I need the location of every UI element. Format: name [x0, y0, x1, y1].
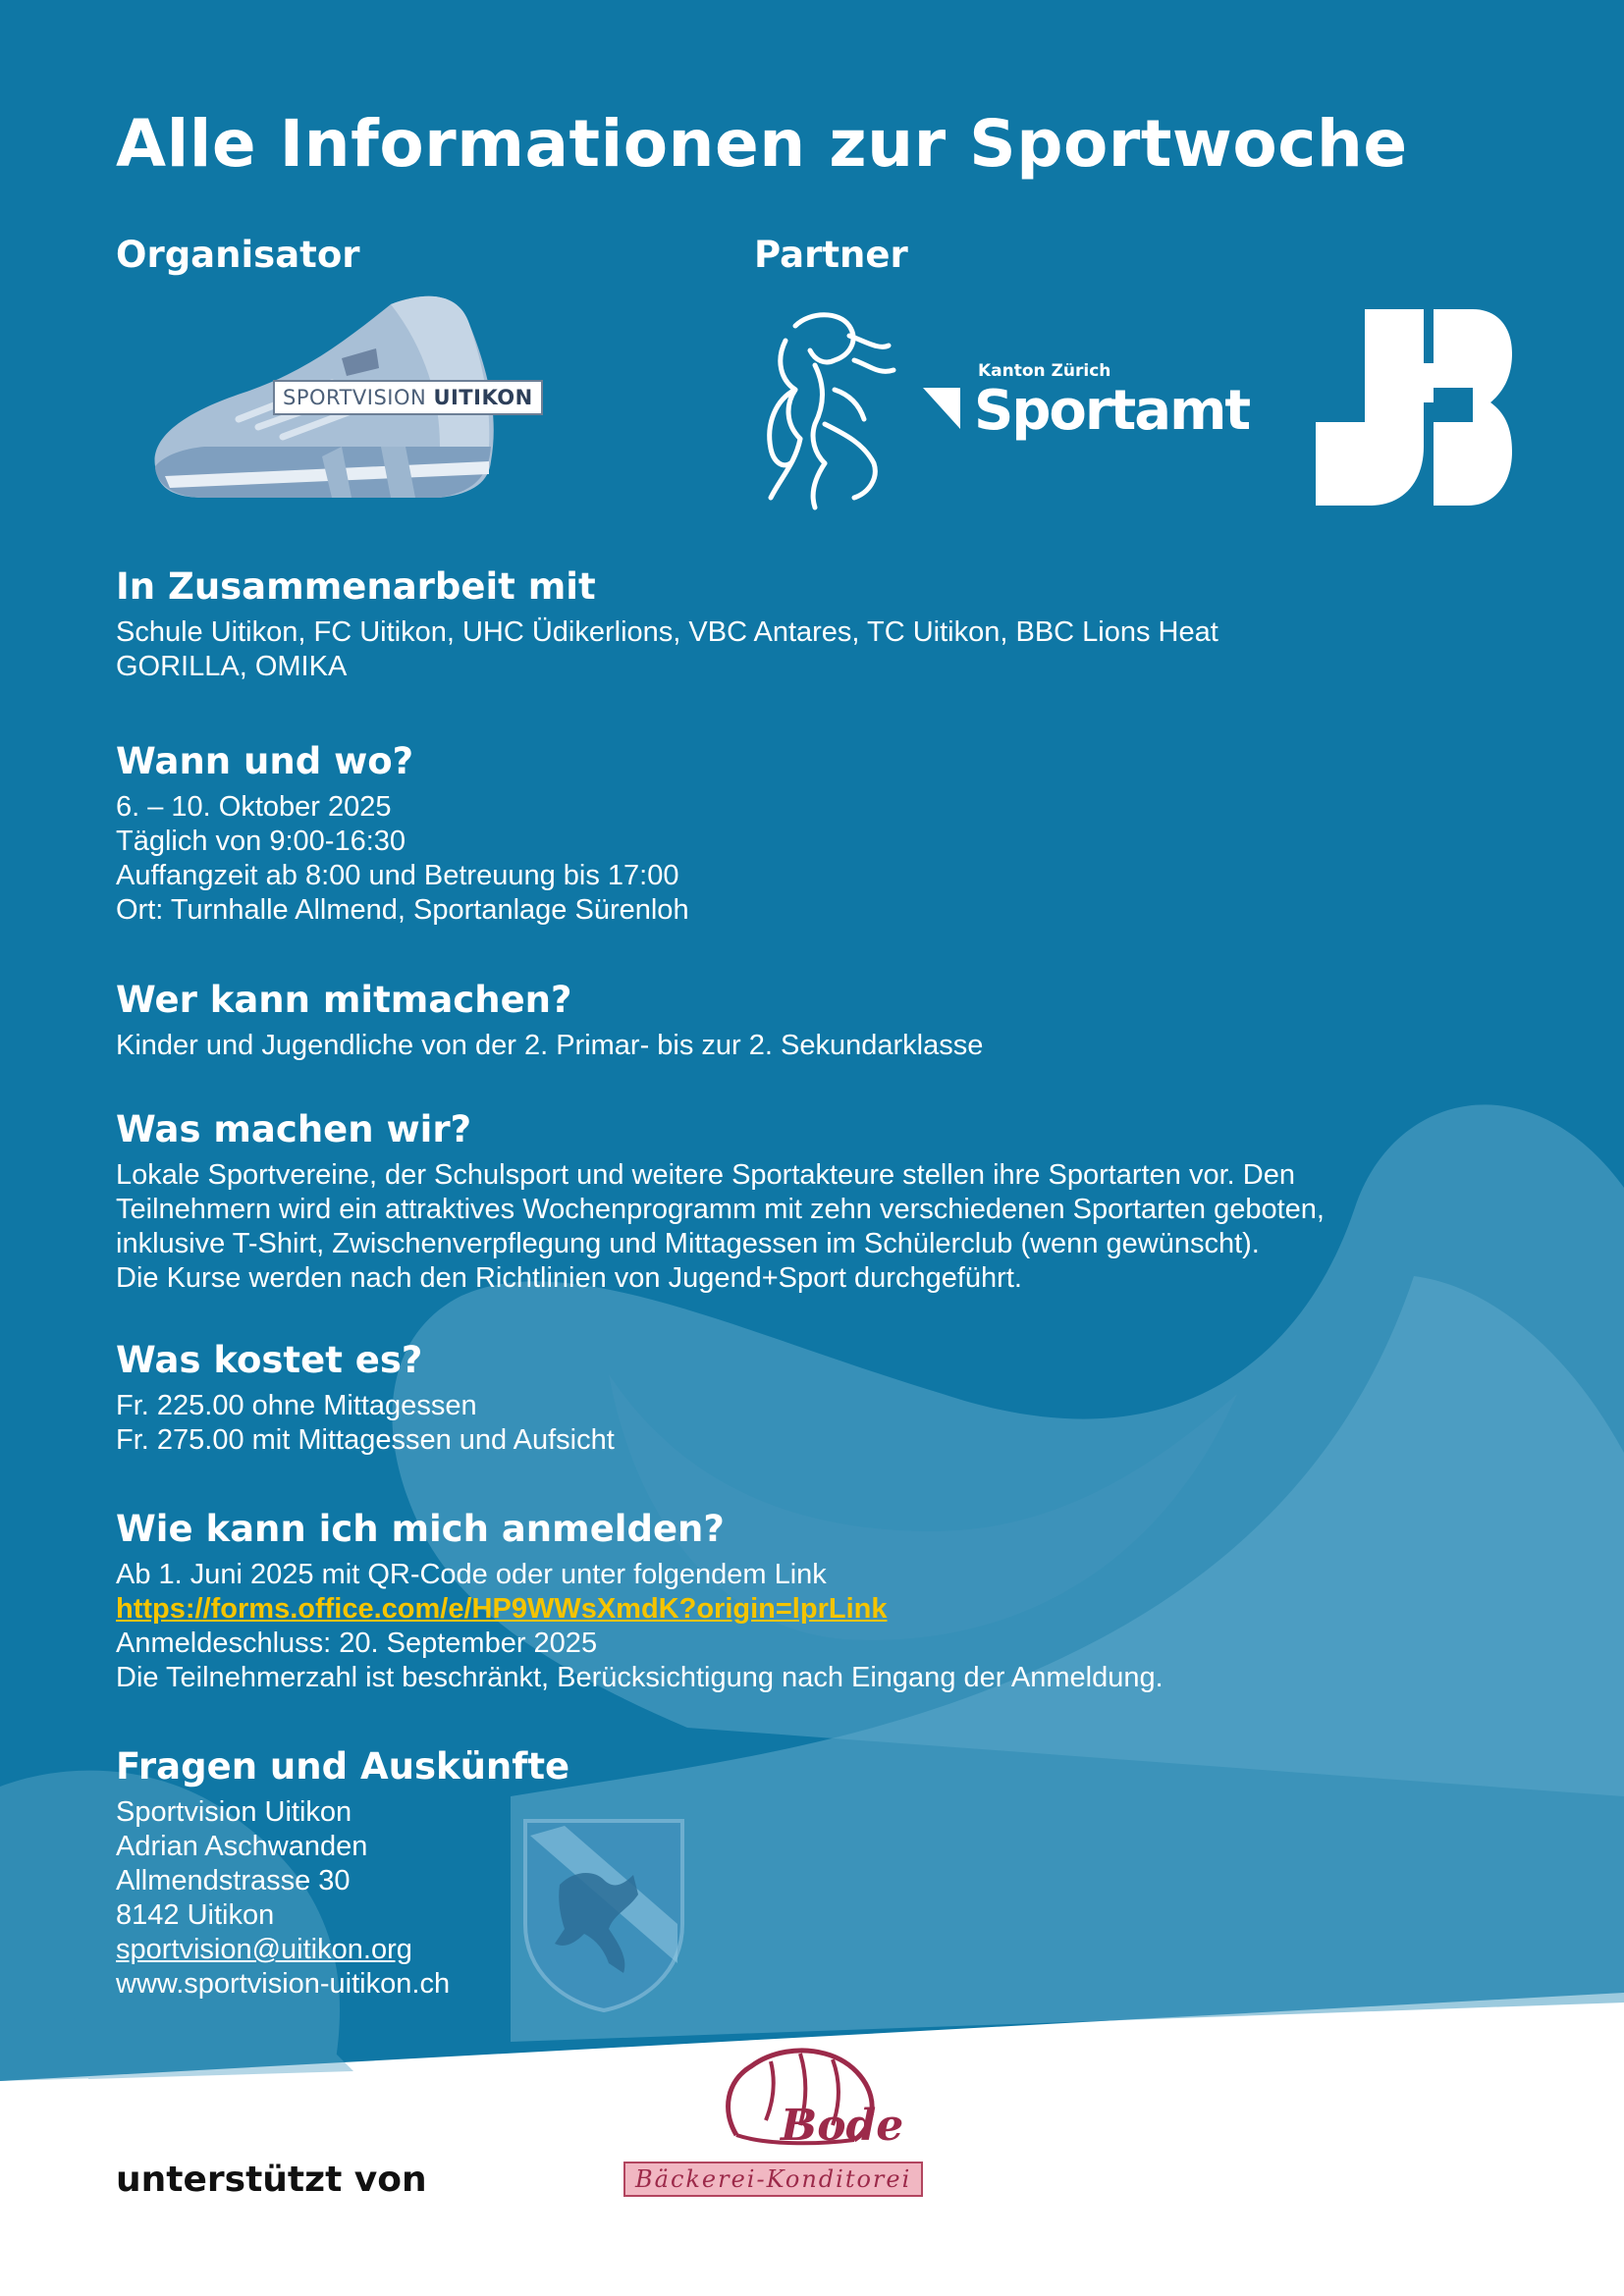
contact-web: www.sportvision-uitikon.ch: [116, 1968, 451, 2000]
section-heading: In Zusammenarbeit mit: [116, 565, 596, 608]
sponsor-label: unterstützt von: [116, 2160, 427, 2200]
bode-logo: [623, 2042, 957, 2209]
section-heading: Was kostet es?: [116, 1339, 423, 1381]
page-title: Alle Informationen zur Sportwoche: [116, 106, 1408, 182]
sportvision-label-bold: UITIKON: [433, 386, 533, 409]
section-line: Fr. 275.00 mit Mittagessen und Aufsicht: [116, 1424, 615, 1456]
section-line: inklusive T-Shirt, Zwischenverpflegung und Mittagessen im Schülerclub (wenn gewünscht).: [116, 1228, 1260, 1259]
section-line: Ort: Turnhalle Allmend, Sportanlage Sürenloh: [116, 894, 689, 926]
bode-tagline: Bäckerei-Konditorei: [623, 2162, 923, 2197]
section-line: Schule Uitikon, FC Uitikon, UHC Üdikerlions, VBC Antares, TC Uitikon, BBC Lions Heat: [116, 616, 1218, 648]
sportamt-label: Sportamt: [974, 379, 1250, 443]
section-heading: Wann und wo?: [116, 740, 414, 782]
contact-org: Sportvision Uitikon: [116, 1796, 352, 1828]
info-section: [116, 978, 1471, 1063]
registration-note: Die Teilnehmerzahl ist beschränkt, Berücksichtigung nach Eingang der Anmeldung.: [116, 1662, 1164, 1693]
sportamt-flag-icon: [923, 388, 960, 429]
section-line: Auffangzeit ab 8:00 und Betreuung bis 17:00: [116, 860, 679, 891]
info-section: [116, 739, 1471, 928]
section-line: Fr. 225.00 ohne Mittagessen: [116, 1390, 477, 1421]
registration-link[interactable]: https://forms.office.com/e/HP9WWsXmdK?origin=lprLink: [116, 1593, 888, 1625]
partner-heading: Partner: [754, 234, 908, 276]
contact-person: Adrian Aschwanden: [116, 1831, 368, 1862]
sportvision-label-light: SPORTVISION: [283, 386, 427, 409]
info-section: [116, 1107, 1471, 1296]
sportvision-label: [273, 380, 543, 415]
section-line: Lokale Sportvereine, der Schulsport und weitere Sportakteure stellen ihre Sportarten vor. Den: [116, 1159, 1295, 1191]
contact-section: [116, 1744, 1471, 2002]
section-line: Die Kurse werden nach den Richtlinien von Jugend+Sport durchgeführt.: [116, 1262, 1022, 1294]
registration-intro: Ab 1. Juni 2025 mit QR-Code oder unter folgendem Link: [116, 1559, 827, 1590]
sportvision-logo: [145, 290, 577, 510]
info-section: [116, 1338, 1471, 1458]
registration-deadline: Anmeldeschluss: 20. September 2025: [116, 1628, 598, 1659]
bode-name: Bode: [781, 2101, 904, 2151]
jugend-sport-logo-icon: [1316, 309, 1512, 506]
registration-section: [116, 1507, 1471, 1695]
section-heading: Wer kann mitmachen?: [116, 979, 572, 1021]
section-line: GORILLA, OMIKA: [116, 651, 348, 682]
contact-city: 8142 Uitikon: [116, 1899, 275, 1931]
section-line: Teilnehmern wird ein attraktives Wochenprogramm mit zehn verschiedenen Sportarten geboten,: [116, 1194, 1325, 1225]
section-line: Kinder und Jugendliche von der 2. Primar- bis zur 2. Sekundarklasse: [116, 1030, 984, 1061]
uitikon-crest-icon: [520, 1816, 687, 2012]
contact-heading: Fragen und Auskünfte: [116, 1745, 570, 1788]
organizer-heading: Organisator: [116, 234, 360, 276]
registration-heading: Wie kann ich mich anmelden?: [116, 1508, 725, 1550]
info-section: [116, 564, 1471, 684]
zurich-lion-icon: [756, 306, 913, 512]
section-line: 6. – 10. Oktober 2025: [116, 791, 392, 823]
kanton-label: Kanton Zürich: [978, 361, 1111, 381]
section-heading: Was machen wir?: [116, 1108, 472, 1150]
contact-street: Allmendstrasse 30: [116, 1865, 351, 1896]
contact-email-link[interactable]: sportvision@uitikon.org: [116, 1934, 412, 1965]
section-line: Täglich von 9:00-16:30: [116, 826, 406, 857]
